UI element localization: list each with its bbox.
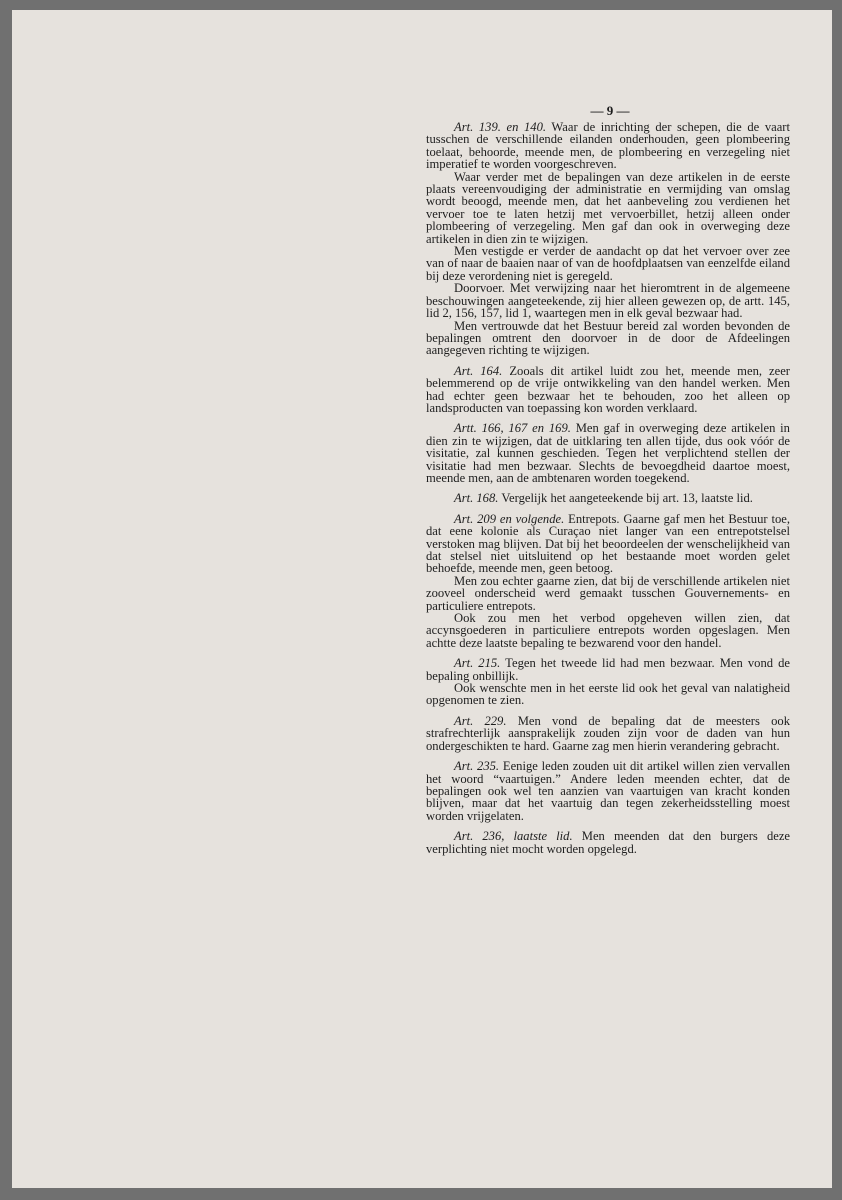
page-number: — 9 — — [590, 103, 630, 118]
paragraph-text: Ook zou men het verbod opgeheven willen zien, dat accynsgoederen in particuliere entrepots worden opgeslagen. Men achtte deze laatste bepaling te bezwarend voor den handel. — [426, 611, 790, 650]
paragraph — [426, 715, 790, 752]
paragraph — [426, 492, 790, 504]
paragraph-text: Zooals dit artikel luidt zou het, meende men, zeer belemmerend op de vrije ontwikkeling van den handel werken. Men had echter geen bezwaar het te behouden, zoo het alleen op landsproducten van toepassing kon worden verklaard. — [426, 363, 790, 415]
paragraph — [426, 171, 790, 245]
article-reference: Art. 164. — [454, 363, 503, 378]
paragraph-text: Entrepots. Gaarne gaf men het Bestuur toe, dat eene kolonie als Curaçao niet langer van een entrepotstelsel verstoken mag blijven. Dat bij het beoordeelen der wenschelijkheid van dat stelsel niet uitsluitend op het bestaande moet worden gelet behoefde, meende men, geen betoog. — [426, 511, 790, 576]
paragraph-text: Vergelijk het aangeteekende bij art. 13, laatste lid. — [498, 491, 753, 506]
paragraph — [426, 682, 790, 707]
document-page — [12, 10, 832, 1188]
paragraph — [426, 657, 790, 682]
paragraph — [426, 282, 790, 319]
article-reference: Art. 139. en 140. — [454, 120, 547, 134]
paragraph-text: Men meenden dat den burgers deze verplichting niet mocht worden opgelegd. — [426, 829, 791, 856]
paragraph-text: Eenige leden zouden uit dit artikel willen zien vervallen het woord “vaartuigen.” Andere leden meenden echter, dat de bepalingen ook wel ten aanzien van vaartuigen van kracht konden blijven, maar dat het vaartuig dan tegen zekerheidsstelling moest worden vrijgelaten. — [426, 759, 790, 823]
paragraph — [426, 320, 790, 357]
article-reference: Art. 209 en volgende. — [454, 511, 565, 526]
paragraph — [426, 121, 790, 171]
paragraph — [426, 612, 790, 649]
article-reference: Artt. 166, 167 en 169. — [454, 421, 571, 436]
paragraph-text: Men zou echter gaarne zien, dat bij de verschillende artikelen niet zooveel onderscheid werd gemaakt tusschen Gouvernements- en particuliere entrepots. — [426, 573, 790, 613]
paragraph-text: Men gaf in overweging deze artikelen in dien zin te wijzigen, dat de uitklaring ten allen tijde, dus ook vóór de visitatie, zal kunnen geschieden. Tegen het verplichtend stellen der visitatie had men bezwaar. Slechts de bevoegdheid daartoe moest, meende men, aan de ambtenaren worden toegekend. — [426, 421, 790, 485]
paragraph-text: Men vestigde er verder de aandacht op dat het vervoer over zee van of naar de baaien naar of van de hoofdplaatsen van eenzelfde eiland bij deze verordening niet is geregeld. — [426, 244, 790, 283]
article-reference: Art. 229. — [454, 713, 507, 728]
paragraph — [426, 513, 790, 575]
text-column — [426, 121, 790, 855]
paragraph — [426, 760, 790, 822]
article-reference: Art. 235. — [454, 759, 500, 774]
paragraph-text: Men vond de bepaling dat de meesters ook strafrechterlijk aansprakelijk zouden zijn voor de daden van hun ondergeschikten te hard. Gaarne zag men hierin verandering gebracht. — [426, 713, 790, 753]
paragraph — [426, 365, 790, 415]
paragraph-text: Tegen het tweede lid had men bezwaar. Men vond de bepaling onbillijk. — [426, 656, 790, 683]
article-reference: Art. 168. — [454, 491, 499, 506]
article-reference: Art. 215. — [454, 656, 501, 671]
paragraph-text: Waar de inrichting der schepen, die de vaart tusschen de verschillende eilanden onderhouden, geen plombeering toelaat, behoorde, meende men, de plombeering en verzegeling niet imperatief te worden voorgeschreven. — [426, 120, 790, 172]
paragraph — [426, 245, 790, 282]
paragraph — [426, 575, 790, 612]
paragraph-text: Waar verder met de bepalingen van deze artikelen in de eerste plaats vereenvoudiging der administratie en vermijding van omslag wordt beoogd, meende men, dat het aanbeveling zou verdienen het vervoer toe te laten hetzij met vervoerbillet, hetzij alleen onder plombeering of verzegeling. Men gaf dan ook in overweging deze artikelen in dien zin te wijzigen. — [426, 169, 790, 246]
paragraph-text: Ook wenschte men in het eerste lid ook het geval van nalatigheid opgenomen te zien. — [426, 681, 790, 708]
paragraph-text: Doorvoer. Met verwijzing naar het hieromtrent in de algemeene beschouwingen aangeteekende, zij hier alleen gewezen op, de artt. 145, lid 2, 156, 157, lid 1, waartegen men in elk geval bezwaar had. — [426, 281, 790, 321]
paragraph-text: Men vertrouwde dat het Bestuur bereid zal worden bevonden de bepalingen omtrent den doorvoer in de door de Afdeelingen aangegeven richting te wijzigen. — [426, 318, 790, 358]
article-reference: Art. 236, laatste lid. — [454, 829, 573, 844]
paragraph — [426, 830, 790, 855]
paragraph — [426, 422, 790, 484]
